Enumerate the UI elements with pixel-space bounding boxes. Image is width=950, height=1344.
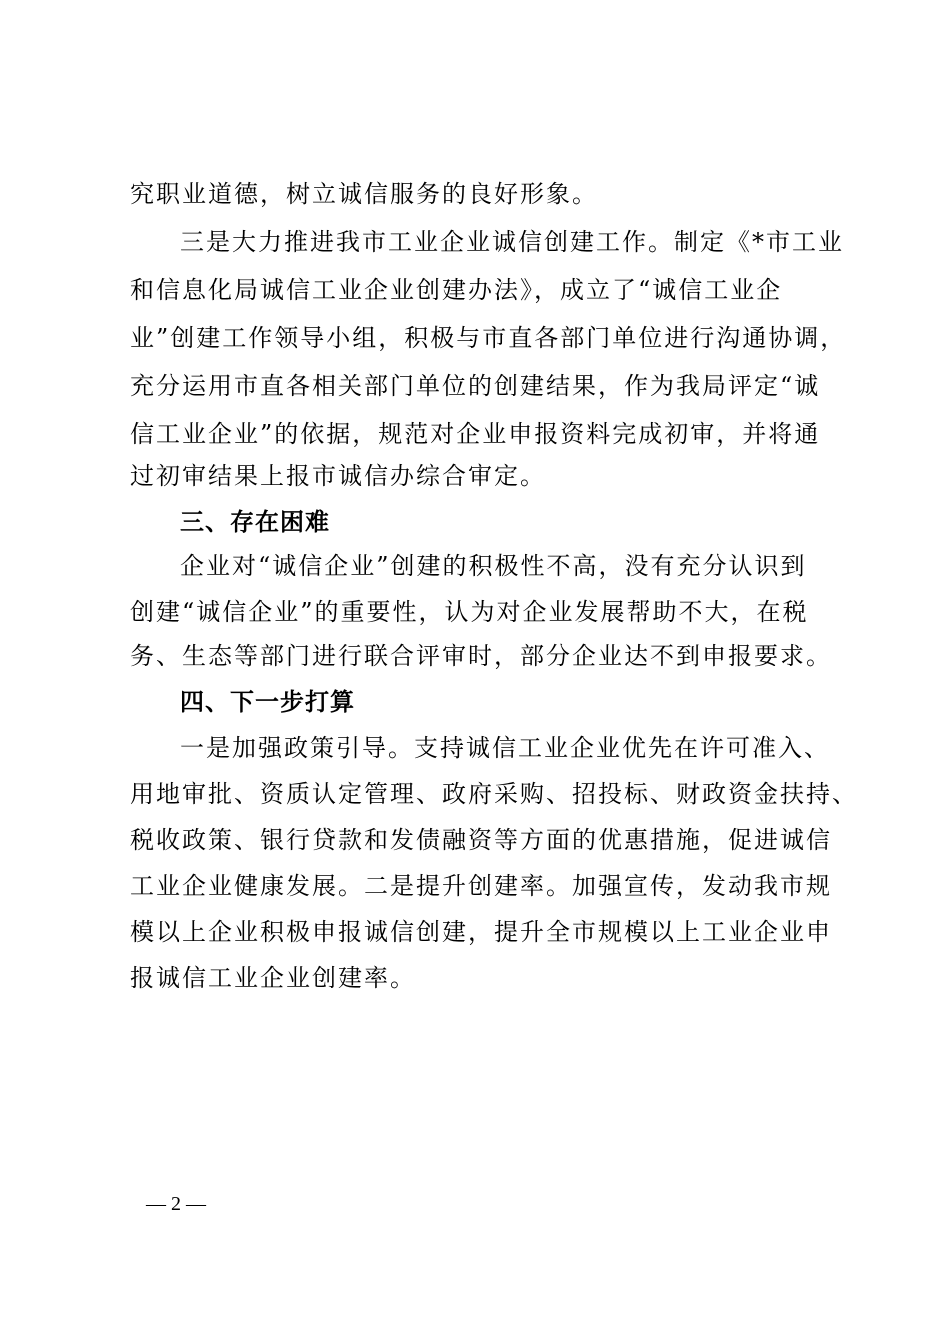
body-line: 税收政策、银行贷款和发债融资等方面的优惠措施，促进诚信: [130, 826, 832, 854]
body-line: 模以上企业积极申报诚信创建，提升全市规模以上工业企业申: [130, 918, 832, 946]
body-line: 究职业道德，树立诚信服务的良好形象。: [130, 180, 598, 208]
body-line: 用地审批、资质认定管理、政府采购、招投标、财政资金扶持、: [130, 780, 858, 808]
body-line: 报诚信工业企业创建率。: [130, 964, 416, 992]
body-line: 充分运用市直各相关部门单位的创建结果，作为我局评定“诚: [130, 372, 821, 400]
section-heading-next-steps: 四、下一步打算: [180, 688, 355, 716]
body-line: 三是大力推进我市工业企业诚信创建工作。制定《*市工业: [180, 228, 844, 256]
body-line: 工业企业健康发展。二是提升创建率。加强宣传，发动我市规: [130, 872, 832, 900]
body-line: 信工业企业”的依据，规范对企业申报资料完成初审，并将通: [130, 420, 821, 448]
body-line: 过初审结果上报市诚信办综合审定。: [130, 462, 546, 490]
body-line: 务、生态等部门进行联合评审时，部分企业达不到申报要求。: [130, 642, 832, 670]
page-number: — 2 —: [146, 1193, 206, 1215]
body-line: 和信息化局诚信工业企业创建办法》，成立了“诚信工业企: [130, 276, 783, 304]
section-heading-difficulties: 三、存在困难: [180, 508, 330, 536]
body-line: 创建“诚信企业”的重要性，认为对企业发展帮助不大，在税: [130, 598, 809, 626]
body-line: 业”创建工作领导小组，积极与市直各部门单位进行沟通协调，: [130, 324, 847, 352]
body-line: 企业对“诚信企业”创建的积极性不高，没有充分认识到: [180, 552, 807, 580]
body-line: 一是加强政策引导。支持诚信工业企业优先在许可准入、: [180, 734, 830, 762]
